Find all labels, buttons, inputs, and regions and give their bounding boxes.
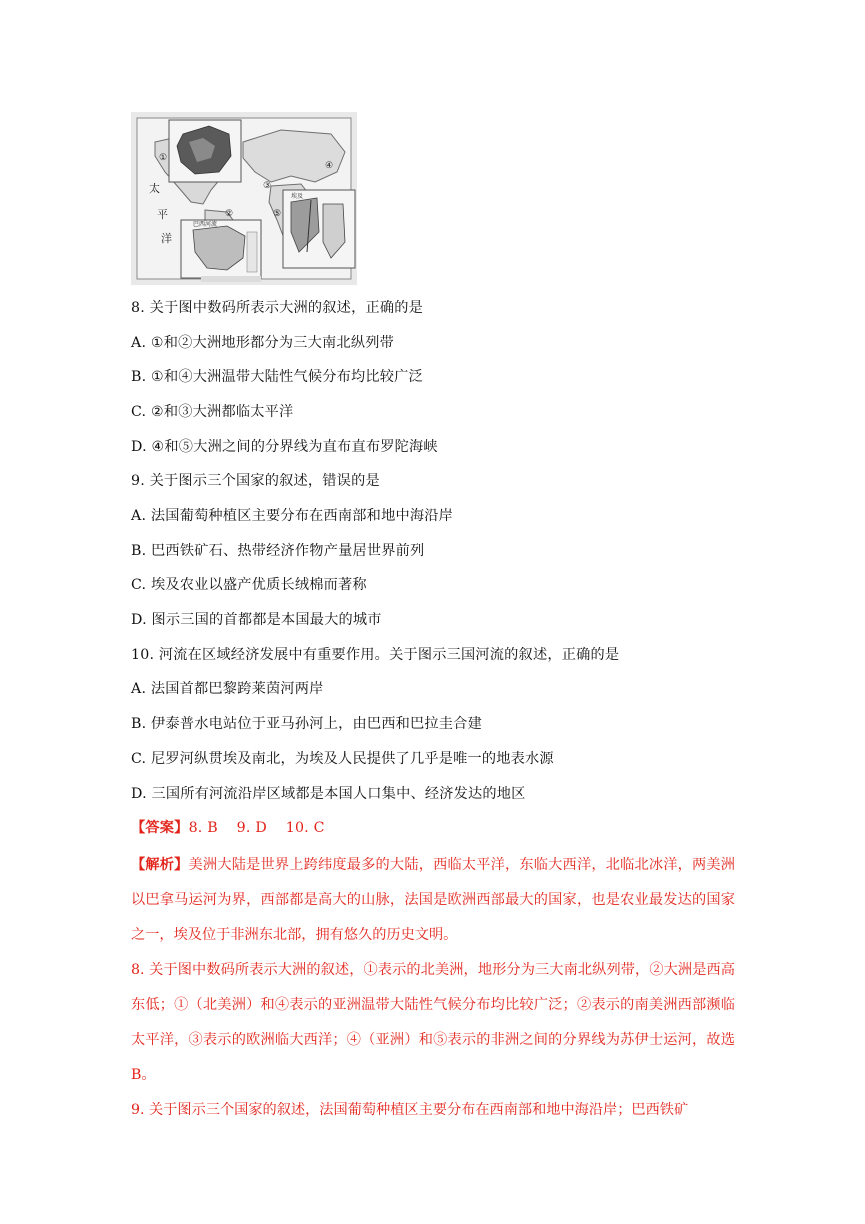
map-label-brazil: 巴西河流 xyxy=(193,221,218,228)
q8-option-a: A. ①和②大洲地形都分为三大南北纵列带 xyxy=(131,335,394,351)
map-label-2: ② xyxy=(225,209,234,219)
q9-stem: 9. 关于图示三个国家的叙述，错误的是 xyxy=(131,473,380,489)
map-label-1: ① xyxy=(159,153,168,163)
q10-option-d: D. 三国所有河流沿岸区域都是本国人口集中、经济发达的地区 xyxy=(131,786,526,802)
q10-option-c: C. 尼罗河纵贯埃及南北，为埃及人民提供了几乎是唯一的地表水源 xyxy=(131,751,554,767)
explanation-8: 8. 关于图中数码所表示大洲的叙述，①表示的北美洲，地形分为三大南北纵列带，②大洲是西高东低；①（北美洲）和④表示的亚洲温带大陆性气候分布均比较广泛；②表示的南美洲西部濒临太平洋，③表示的欧洲临大西洋；④（亚洲）和⑤表示的非洲之间的分界线为苏伊士运河，故选 B。 xyxy=(131,962,735,1083)
analysis-label: 【解析】 xyxy=(131,857,189,873)
analysis-text: 美洲大陆是世界上跨纬度最多的大陆，西临太平洋，东临大西洋，北临北冰洋，两美洲以巴拿马运河为界，西部都是高大的山脉，法国是欧洲西部最大的国家，也是农业最发达的国家之一，埃及位于非洲东北部，拥有悠久的历史文明。 xyxy=(131,857,735,943)
explanation-9: 9. 关于图示三个国家的叙述，法国葡萄种植区主要分布在西南部和地中海沿岸；巴西铁矿 xyxy=(131,1102,689,1118)
q9-option-c: C. 埃及农业以盛产优质长绒棉而著称 xyxy=(131,577,367,593)
q10-option-b: B. 伊泰普水电站位于亚马孙河上，由巴西和巴拉圭合建 xyxy=(131,716,482,732)
analysis-paragraph xyxy=(131,848,735,953)
answer-label: 【答案】 xyxy=(131,820,189,836)
map-label-4: ④ xyxy=(325,161,334,171)
map-label-5: ⑤ xyxy=(273,209,282,219)
map-label-ping: 平 xyxy=(157,208,168,221)
q8-option-c: C. ②和③大洲都临太平洋 xyxy=(131,404,294,420)
map-label-3: ③ xyxy=(263,181,272,191)
q9-option-a: A. 法国葡萄种植区主要分布在西南部和地中海沿岸 xyxy=(131,508,454,524)
q10-stem: 10. 河流在区域经济发展中有重要作用。关于图示三国河流的叙述，正确的是 xyxy=(131,647,620,663)
q10-option-a: A. 法国首都巴黎跨莱茵河两岸 xyxy=(131,681,324,697)
q8-stem: 8. 关于图中数码所表示大洲的叙述，正确的是 xyxy=(131,300,424,316)
map-label-yang: 洋 xyxy=(161,232,172,245)
q8-option-b: B. ①和④大洲温带大陆性气候分布均比较广泛 xyxy=(131,369,423,385)
q8-option-d: D. ④和⑤大洲之间的分界线为直布直布罗陀海峡 xyxy=(131,439,438,455)
map-label-egypt: 埃及 xyxy=(291,193,304,200)
world-map-figure xyxy=(131,112,357,285)
map-label-tai: 太 xyxy=(149,182,160,195)
q9-option-b: B. 巴西铁矿石、热带经济作物产量居世界前列 xyxy=(131,543,425,559)
answer-text: 8. B 9. D 10. C xyxy=(188,820,325,836)
q9-option-d: D. 图示三国的首都都是本国最大的城市 xyxy=(131,612,382,628)
answer-line xyxy=(131,818,325,838)
